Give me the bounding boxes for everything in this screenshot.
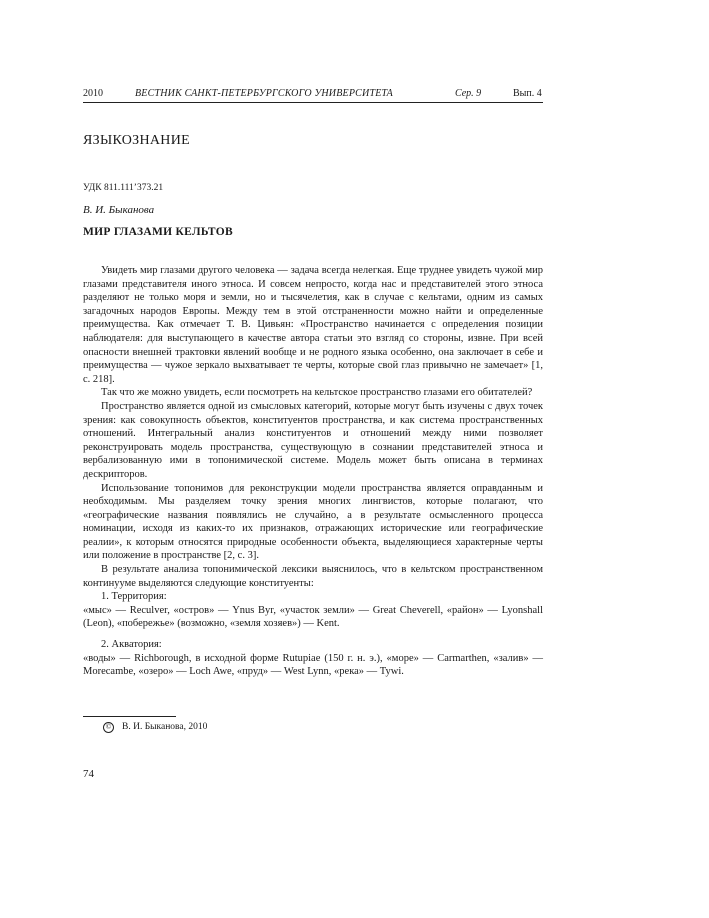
page-number: 74 bbox=[83, 768, 94, 780]
header-journal-title: ВЕСТНИК САНКТ-ПЕТЕРБУРГСКОГО УНИВЕРСИТЕТА bbox=[135, 88, 393, 99]
copyright-icon: © bbox=[103, 722, 114, 733]
section-heading: ЯЗЫКОЗНАНИЕ bbox=[83, 133, 190, 148]
footnote-rule bbox=[83, 716, 176, 717]
running-header bbox=[83, 88, 543, 100]
header-rule bbox=[83, 102, 543, 103]
list-item-territory: «мыс» — Reculver, «остров» — Ynus Byr, «участок земли» — Great Cheverell, «район» — Lyonshall (Leon), «побережье» (возможно, «земля хозяев») — Kent. bbox=[83, 604, 543, 630]
header-series: Сер. 9 bbox=[455, 88, 482, 99]
header-year: 2010 bbox=[83, 88, 103, 99]
list-item-heading-territory: 1. Территория: bbox=[101, 591, 167, 603]
copyright-footnote bbox=[103, 722, 207, 733]
paragraph-space-category: Пространство является одной из смысловых категорий, которые могут быть изучены с двух точек зрения: как совокупность объектов, конституентов пространства, и как система пространственных отношений. Интегральный анализ конституентов и отношений между ними позволяет реконструировать модель пространства, существующую в сознании представителей этноса и вербализованную ими в топонимической системе. Модель может быть описана в терминах дескрипторов. bbox=[83, 400, 543, 480]
paragraph-question: Так что же можно увидеть, если посмотреть на кельтское пространство глазами его обитателей? bbox=[101, 387, 533, 399]
list-item-aquatory: «воды» — Richborough, в исходной форме Rutupiae (150 г. н. э.), «море» — Carmarthen, «залив» — Morecambe, «озеро» — Loch Awe, «пруд» — West Lynn, «река» — Tywi. bbox=[83, 652, 543, 678]
paragraph-intro: Увидеть мир глазами другого человека — задача всегда нелегкая. Еще труднее увидеть чужой мир глазами представителя иного этноса. И совсем непросто, когда нас и представителей этого этноса разделяют не только моря и земли, но и тысячелетия, как в случае с кельтами, одним из самых загадочных народов Европы. Между тем в этой отстраненности можно найти и определенные преимущества. Как отмечает Т. В. Цивьян: «Пространство начинается с определения позиции наблюдателя: для выступающего в качестве автора статьи это взгляд со стороны, извне. При всей опасности внешней трактовки явлений вообще и не родного языка особенно, она заключает в себе и преимущества — чужое зеркало выхватывает те черты, которые свой глаз привычно не замечает» [1, с. 218]. bbox=[83, 265, 543, 385]
udk-code: УДК 811.111’373.21 bbox=[83, 183, 164, 193]
list-item-heading-aquatory: 2. Акватория: bbox=[101, 639, 162, 651]
article-title: МИР ГЛАЗАМИ КЕЛЬТОВ bbox=[83, 226, 233, 238]
article-body bbox=[83, 264, 543, 679]
paragraph-analysis: В результате анализа топонимической лексики выяснилось, что в кельтском пространственном континууме выделяются следующие конституенты: bbox=[83, 564, 543, 589]
header-issue: Вып. 4 bbox=[513, 88, 542, 99]
copyright-text: В. И. Быканова, 2010 bbox=[122, 722, 208, 732]
paragraph-toponyms: Использование топонимов для реконструкции модели пространства является оправданным и необходимым. Мы разделяем точку зрения многих лингвистов, которые полагают, что «географические названия появлялись не случайно, а в результате осмысленного процесса номинации, исходя из каких-то их признаков, отражающих исторические или географические реалии», к которым относятся природные особенности объекта, выделяющиеся характерные черты или положение в пространстве [2, с. 3]. bbox=[83, 482, 543, 562]
author-name: В. И. Быканова bbox=[83, 204, 155, 216]
